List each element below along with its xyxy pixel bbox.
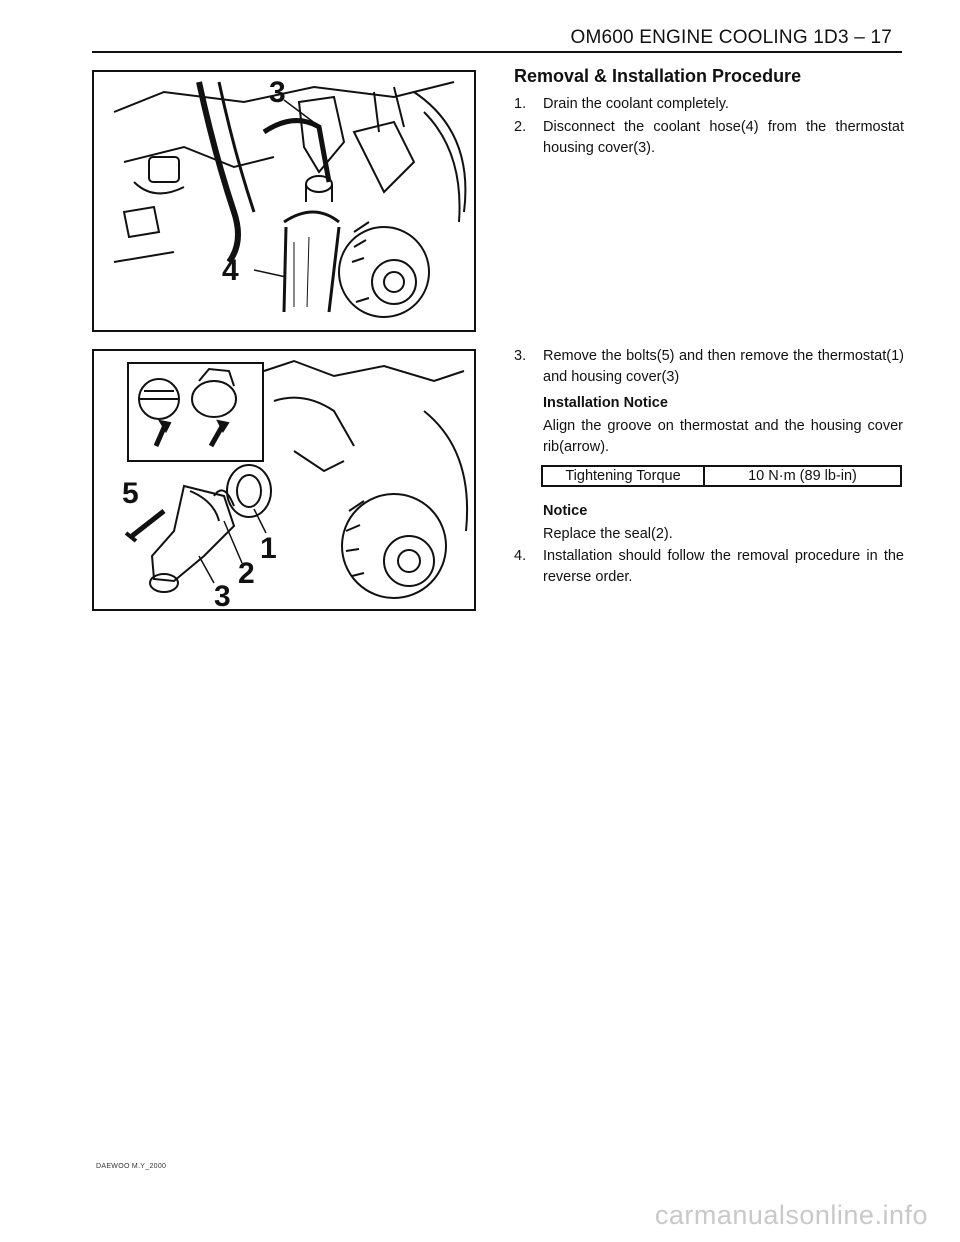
watermark: carmanualsonline.info [654,1200,928,1230]
figure-coolant-hose [92,70,476,332]
step-text: Drain the coolant completely. [543,96,729,112]
callout-4: 4 [222,254,239,287]
header-rule [92,51,902,53]
step-number: 1. [514,96,527,112]
callout-2: 2 [238,557,255,590]
figure-coolant-hose-drawing [94,72,474,330]
torque-label: Tightening Torque [542,466,704,486]
callout-3-lower: 3 [214,580,231,609]
step-text: Installation should follow the removal procedure in the reverse order. [543,548,904,585]
callout-5: 5 [122,477,139,510]
step-text: Remove the bolts(5) and then remove the thermostat(1) and housing cover(3) [543,348,904,385]
step-4 [514,546,904,588]
section-title: Removal & Installation Procedure [514,66,802,86]
footer-model: DAEWOO M.Y_2000 [96,1163,167,1170]
figure-thermostat [92,349,476,611]
step-text: Disconnect the coolant hose(4) from the thermostat housing cover(3). [543,119,904,156]
notice-text: Replace the seal(2). [543,526,673,542]
step-3 [514,346,904,388]
torque-table [541,465,902,487]
step-number: 3. [514,348,527,364]
step-number: 4. [514,548,527,564]
step-1 [514,94,904,115]
step-2 [514,117,904,159]
installation-notice-text: Align the groove on thermostat and the housing cover rib(arrow). [543,418,903,455]
page-header-title: OM600 ENGINE COOLING 1D3 – 17 [570,27,892,48]
torque-value: 10 N·m (89 lb-in) [704,466,901,486]
figure-thermostat-drawing [94,351,474,609]
callout-3: 3 [269,76,286,109]
step-number: 2. [514,119,527,135]
notice-label: Notice [543,503,588,519]
installation-notice-label: Installation Notice [543,395,668,411]
callout-1: 1 [260,532,277,565]
